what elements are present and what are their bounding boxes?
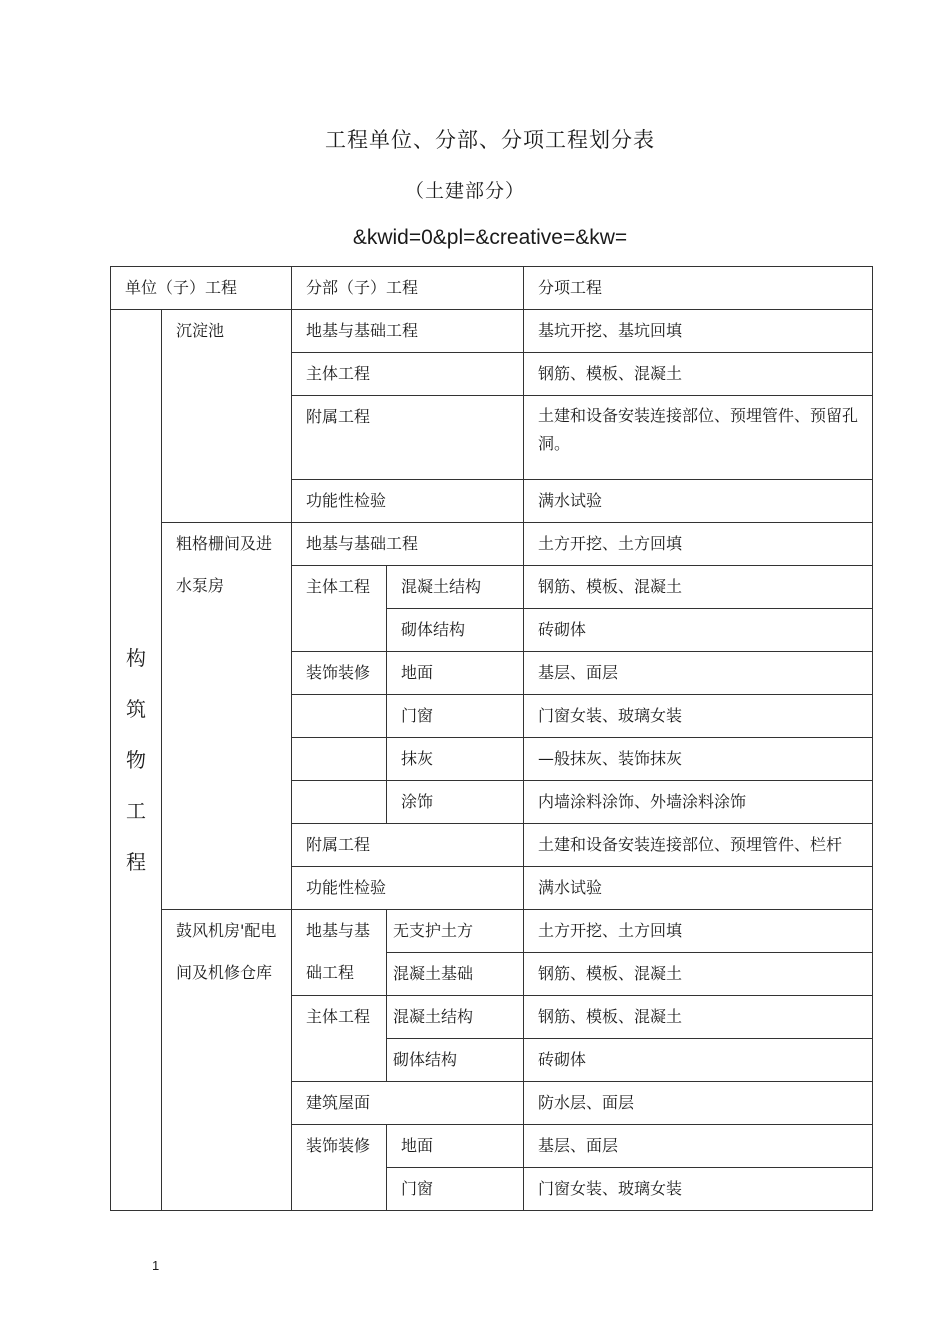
item-cell: 土方开挖、土方回填 — [524, 910, 873, 953]
division-cell-empty — [292, 738, 387, 781]
division-cell: 附属工程 — [292, 824, 524, 867]
item-cell: 满水试验 — [524, 867, 873, 910]
unit-name-line: 水泵房 — [176, 576, 225, 595]
unit-name-line: 间及机修仓库 — [176, 963, 273, 982]
unit-name-cell — [162, 910, 292, 1211]
unit-name-line: 鼓风机房'配电 — [176, 921, 277, 940]
item-cell: 内墙涂料涂饰、外墙涂料涂饰 — [524, 781, 873, 824]
division-cell: 装饰装修 — [292, 1125, 387, 1211]
item-cell: 钢筋、模板、混凝土 — [524, 566, 873, 609]
division-cell: 建筑屋面 — [292, 1082, 524, 1125]
subdivision-cell: 砌体结构 — [387, 1039, 524, 1082]
item-cell: 门窗女装、玻璃女装 — [524, 695, 873, 738]
subdivision-cell: 地面 — [387, 652, 524, 695]
page-title: 工程单位、分部、分项工程划分表 — [325, 128, 655, 152]
division-text-line: 础工程 — [306, 963, 355, 982]
header-unit: 单位（子）工程 — [111, 267, 292, 310]
page-number: 1 — [152, 1258, 160, 1273]
division-cell: 主体工程 — [292, 566, 387, 652]
unit-name-line: 粗格栅间及进 — [176, 534, 273, 553]
division-text-line: 地基与基 — [306, 921, 371, 940]
subdivision-cell: 无支护土方 — [387, 910, 524, 953]
division-cell: 附属工程 — [292, 396, 524, 480]
item-cell: 防水层、面层 — [524, 1082, 873, 1125]
division-cell-empty — [292, 781, 387, 824]
division-cell — [292, 910, 387, 996]
table-row — [111, 523, 873, 566]
subdivision-cell: 地面 — [387, 1125, 524, 1168]
table-row — [111, 910, 873, 953]
subdivision-cell: 砌体结构 — [387, 609, 524, 652]
item-cell: 基层、面层 — [524, 1125, 873, 1168]
item-text-line: 洞。 — [538, 434, 571, 453]
item-cell: 土方开挖、土方回填 — [524, 523, 873, 566]
unit-name-cell: 沉淀池 — [162, 310, 292, 523]
item-cell: 砖砌体 — [524, 1039, 873, 1082]
item-cell: —般抹灰、装饰抹灰 — [524, 738, 873, 781]
subdivision-cell: 抹灰 — [387, 738, 524, 781]
item-cell: 基坑开挖、基坑回填 — [524, 310, 873, 353]
subdivision-cell: 混凝土结构 — [387, 566, 524, 609]
url-fragment-text: &kwid=0&pl=&creative=&kw= — [352, 226, 628, 249]
division-cell: 地基与基础工程 — [292, 523, 524, 566]
unit-name-cell — [162, 523, 292, 910]
division-cell-empty — [292, 695, 387, 738]
category-cell — [111, 310, 162, 1211]
item-cell: 门窗女装、玻璃女装 — [524, 1168, 873, 1211]
division-cell: 地基与基础工程 — [292, 310, 524, 353]
division-cell: 装饰装修 — [292, 652, 387, 695]
category-char: 物 — [126, 747, 146, 772]
division-table — [110, 266, 873, 1211]
subdivision-cell: 门窗 — [387, 1168, 524, 1211]
category-char: 构 — [126, 645, 146, 670]
header-division: 分部（子）工程 — [292, 267, 524, 310]
item-cell: 土建和设备安装连接部位、预埋管件、栏杆 — [524, 824, 873, 867]
subdivision-cell: 混凝土结构 — [387, 996, 524, 1039]
division-cell: 主体工程 — [292, 996, 387, 1082]
category-char: 程 — [126, 849, 146, 874]
item-cell — [524, 396, 873, 480]
item-cell: 钢筋、模板、混凝土 — [524, 353, 873, 396]
category-char: 工 — [126, 798, 146, 823]
item-cell: 钢筋、模板、混凝土 — [524, 953, 873, 996]
item-text-line: 土建和设备安装连接部位、预埋管件、预留孔 — [538, 406, 859, 425]
subdivision-cell: 涂饰 — [387, 781, 524, 824]
subdivision-cell: 混凝土基础 — [387, 953, 524, 996]
table-row — [111, 310, 873, 353]
division-cell: 功能性检验 — [292, 480, 524, 523]
item-cell: 钢筋、模板、混凝土 — [524, 996, 873, 1039]
item-cell: 砖砌体 — [524, 609, 873, 652]
item-cell: 满水试验 — [524, 480, 873, 523]
page-subtitle: （土建部分） — [404, 180, 525, 202]
table-header-row — [111, 267, 873, 310]
division-cell: 主体工程 — [292, 353, 524, 396]
item-cell: 基层、面层 — [524, 652, 873, 695]
category-char: 筑 — [126, 696, 146, 721]
division-cell: 功能性检验 — [292, 867, 524, 910]
header-item: 分项工程 — [524, 267, 873, 310]
subdivision-cell: 门窗 — [387, 695, 524, 738]
